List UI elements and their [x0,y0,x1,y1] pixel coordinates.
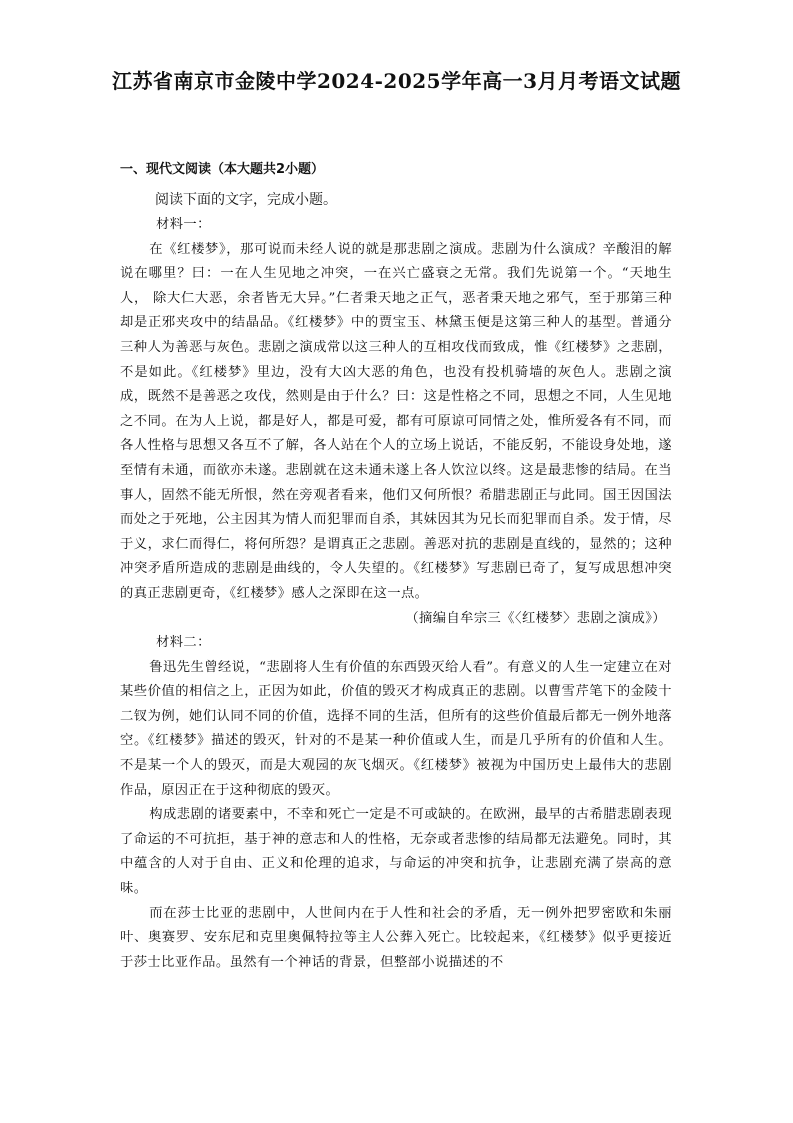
reading-instruction: 阅读下面的文字，完成小题。 [155,192,337,208]
reading-passage [120,213,672,975]
section-heading: 一、现代文阅读（本大题共2小题） [120,162,325,177]
material-two-paragraph-3: 而在莎士比亚的悲剧中，人世间内在于人性和社会的矛盾，无一例外把罗密欧和朱丽叶、奥赛罗、安东尼和克里奥佩特拉等主人公葬入死亡。比较起来，《红楼梦》似乎更接近于莎士比亚作品。虽然有一个神话的背景，但整部小说描述的不 [120,905,672,970]
material-two-label: 材料二： [156,635,211,651]
material-two-paragraph-2: 构成悲剧的诸要素中，不幸和死亡一定是不可或缺的。在欧洲，最早的古希腊悲剧表现了命运的不可抗拒，基于神的意志和人的性格，无奈或者悲惨的结局都无法避免。同时，其中蕴含的人对于自由、正义和伦理的追求，与命运的冲突和抗争，让悲剧充满了崇高的意味。 [120,807,672,897]
material-one-source: （摘编自牟宗三《〈红楼梦〉悲剧之演成》） [405,610,666,626]
material-one-label: 材料一： [156,217,211,232]
page-title: 江苏省南京市金陵中学2024-2025学年高一3月月考语文试题 [111,69,682,93]
material-one-paragraph: 在《红楼梦》，那可说而未经人说的就是那悲剧之演成。悲剧为什么演成？辛酸泪的解说在哪里？曰：一在人生见地之冲突，一在兴亡盛衰之无常。我们先说第一个。“天地生人， 除大仁大恶，余者皆无大异。”仁者秉天地之正气，恶者秉天地之邪气，至于那第三种却是正邪夹攻中的结晶品。《红楼梦》中的贾宝玉、林黛玉便是这第三种人的基型。普通分三种人为善恶与灰色。悲剧之演成常以这三种人的互相攻伐而致成，惟《红楼梦》之悲剧，不是如此。《红楼梦》里边，没有大凶大恶的角色，也没有投机骑墙的灰色人。悲剧之演成，既然不是善恶之攻伐，然则是由于什么？曰：这是性格之不同，思想之不同，人生见地之不同。在为人上说，都是好人，都是可爱，都有可原谅可同情之处，惟所爱各有不同，而各人性格与思想又各互不了解，各人站在个人的立场上说话，不能反躬，不能设身处地，遂至情有未通，而欲亦未遂。悲剧就在这未通未遂上各人饮泣以终。这是最悲惨的结局。在当事人，固然不能无所恨，然在旁观者看来，他们又何所恨？希腊悲剧正与此同。国王因国法而处之于死地，公主因其为情人而犯罪而自杀，其妹因其为兄长而犯罪而自杀。发于情，尽于义，求仁而得仁，将何所怨？是谓真正之悲剧。善恶对抗的悲剧是直线的，显然的；这种冲突矛盾所造成的悲剧是曲线的，令人失望的。《红楼梦》写悲剧已奇了，复写成思想冲突的真正悲剧更奇，《红楼梦》感人之深即在这一点。 [120,241,672,601]
material-two-paragraph-1: 鲁迅先生曾经说，“悲剧将人生有价值的东西毁灭给人看”。有意义的人生一定建立在对某些价值的相信之上，正因为如此，价值的毁灭才构成真正的悲剧。以曹雪芹笔下的金陵十二钗为例，她们认同不同的价值，选择不同的生活，但所有的这些价值最后都无一例外地落空。《红楼梦》描述的毁灭，针对的不是某一种价值或人生，而是几乎所有的价值和人生。不是某一个人的毁灭，而是大观园的灰飞烟灭。《红楼梦》被视为中国历史上最伟大的悲剧作品，原因正在于这种彻底的毁灭。 [120,659,672,798]
